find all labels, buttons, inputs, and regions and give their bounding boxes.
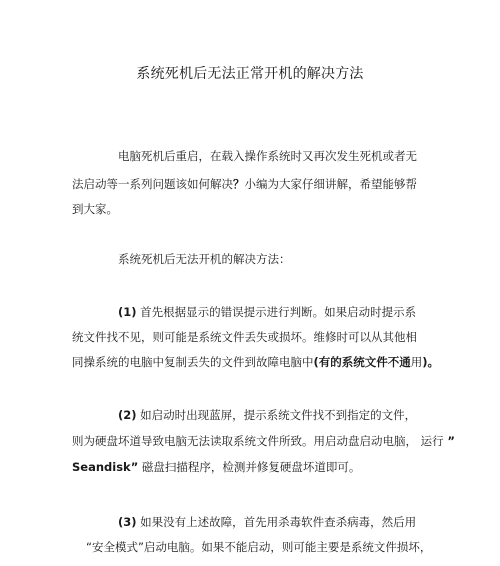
step-2-quote-open: ” bbox=[447, 434, 455, 448]
step-2-quote-close: ” bbox=[130, 460, 139, 474]
step-2-line-3 bbox=[72, 459, 360, 475]
seandisk-label: Seandisk bbox=[72, 460, 131, 474]
step-2-line-3-text: 磁盘扫描程序，检测并修复硬盘坏道即可。 bbox=[141, 460, 361, 474]
step-2-number: (2) bbox=[118, 408, 137, 422]
methods-heading: 系统死机后无法开机的解决方法： bbox=[118, 252, 291, 266]
document-title: 系统死机后无法正常开机的解决方法 bbox=[136, 66, 364, 82]
step-1-line-1 bbox=[118, 304, 416, 320]
step-1-number: (1) bbox=[118, 305, 137, 319]
step-1-paren-close: )。 bbox=[422, 355, 440, 369]
step-3-text: 如果没有上述故障，首先用杀毒软件查杀病毒，然后用 bbox=[140, 515, 417, 529]
step-3-line-2: “安全模式”启动电脑。如果不能启动，则可能主要是系统文件损坏， bbox=[86, 540, 432, 554]
intro-line-2 bbox=[72, 176, 417, 192]
intro-line-3: 到大家。 bbox=[72, 202, 118, 216]
intro-line-1: 电脑死机后重启，在载入操作系统时又再次发生死机或者无 bbox=[118, 149, 417, 163]
step-3-line-1 bbox=[118, 514, 416, 530]
step-1-paren-open: (有的系统文件不通 bbox=[313, 355, 411, 369]
step-1-line-3-text: 同操系统的电脑中复制丢失的文件到故障电脑中 bbox=[72, 355, 314, 369]
step-1-line-3-yong: 用 bbox=[410, 355, 423, 369]
step-1-line-3 bbox=[72, 354, 439, 370]
intro-line-2-text: 法启动等一系列问题该如何解决 bbox=[72, 177, 233, 191]
step-2-run: 运行 bbox=[420, 434, 444, 448]
step-2-line-2-text: 则为硬盘坏道导致电脑无法读取系统文件所致。用启动盘启动电脑， bbox=[72, 434, 417, 448]
step-3-number: (3) bbox=[118, 515, 137, 529]
intro-line-2-rest: 小编为大家仔细讲解，希望能够帮 bbox=[244, 177, 417, 191]
step-2-text: 如启动时出现蓝屏，提示系统文件找不到指定的文件， bbox=[140, 408, 417, 422]
question-mark: ？ bbox=[233, 177, 245, 191]
step-1-line-2: 统文件找不见，则可能是系统文件丢失或损坏。维修时可以从其他相 bbox=[72, 330, 417, 344]
step-2-line-1 bbox=[118, 407, 416, 423]
step-2-line-2 bbox=[72, 433, 455, 449]
step-1-text: 首先根据显示的错误提示进行判断。如果启动时提示系 bbox=[140, 305, 417, 319]
